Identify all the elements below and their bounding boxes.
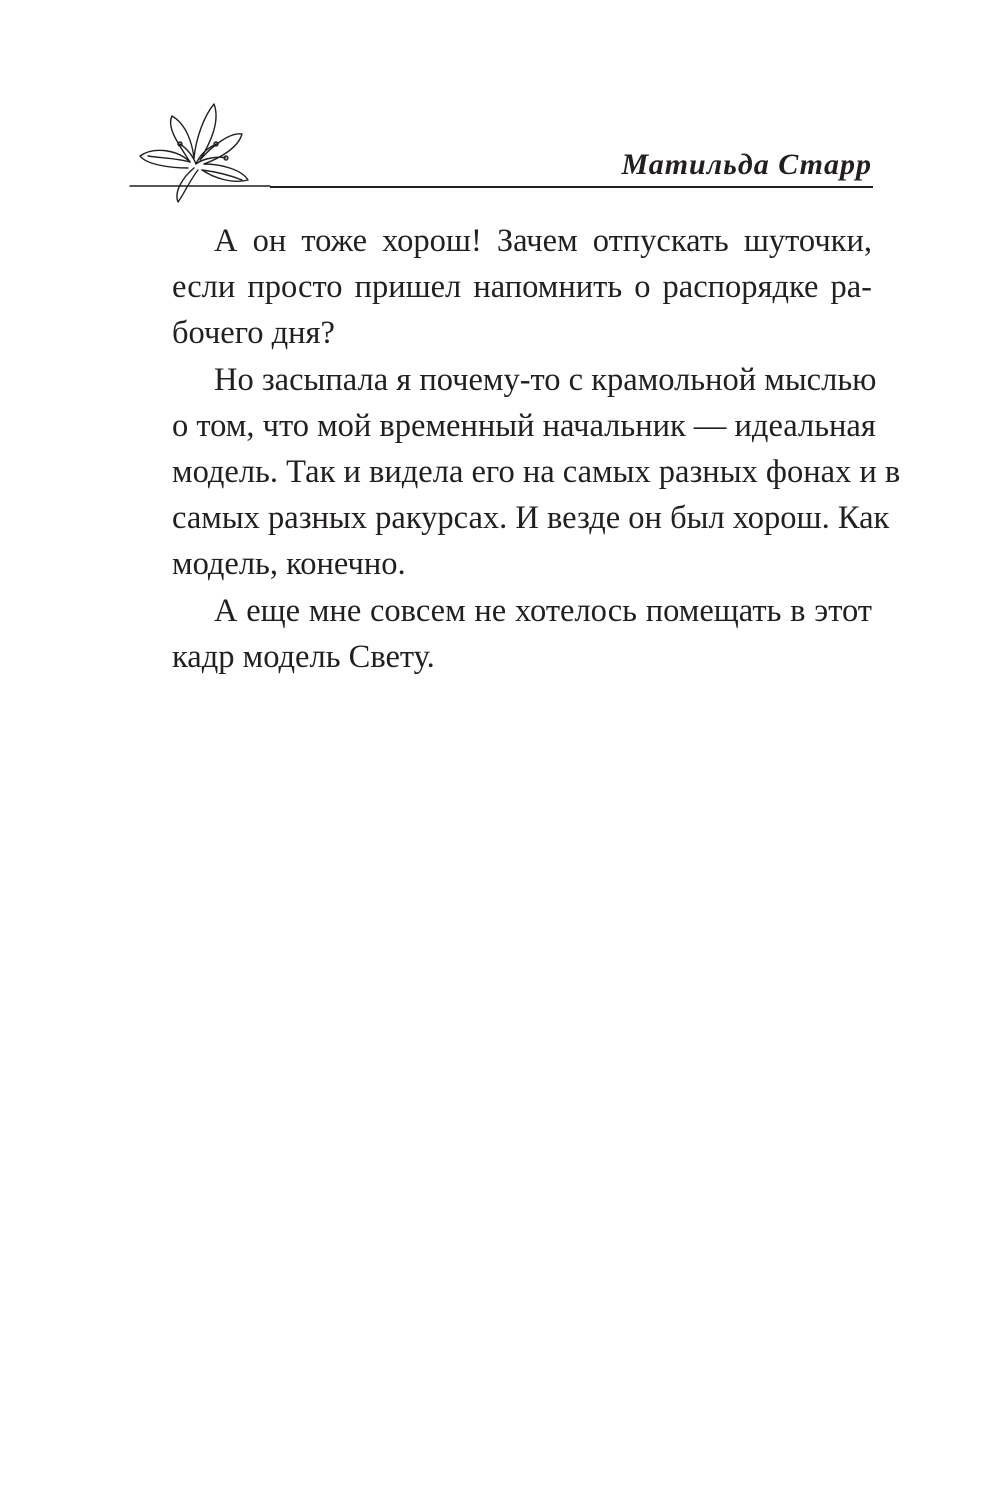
paragraph (172, 588, 872, 680)
text-line: Но засыпала я почему-то с крамольной мыслью (214, 361, 877, 398)
text-line: А он тоже хорош! Зачем отпускать шуточки, (214, 223, 872, 259)
text-line: бочего дня? (172, 315, 335, 352)
text-line: самых разных ракурсах. И везде он был хорош. Как (172, 500, 890, 537)
lily-flower-icon (128, 98, 278, 210)
text-line: о том, что мой временный начальник — идеальная (172, 407, 876, 444)
text-line: если просто пришел напомнить о распорядке ра- (172, 269, 872, 306)
body-text (172, 218, 901, 680)
page-header (0, 0, 1000, 220)
text-line: модель. Так и видела его на самых разных фонах и в (172, 454, 901, 491)
header-rule (270, 186, 873, 188)
text-line: модель, конечно. (172, 546, 406, 583)
running-head-author: Матильда Старр (621, 148, 872, 181)
paragraph (172, 357, 901, 588)
text-line: кадр модель Свету. (172, 638, 435, 675)
paragraph (172, 218, 872, 357)
text-line: А еще мне совсем не хотелось помещать в этот (214, 592, 872, 629)
